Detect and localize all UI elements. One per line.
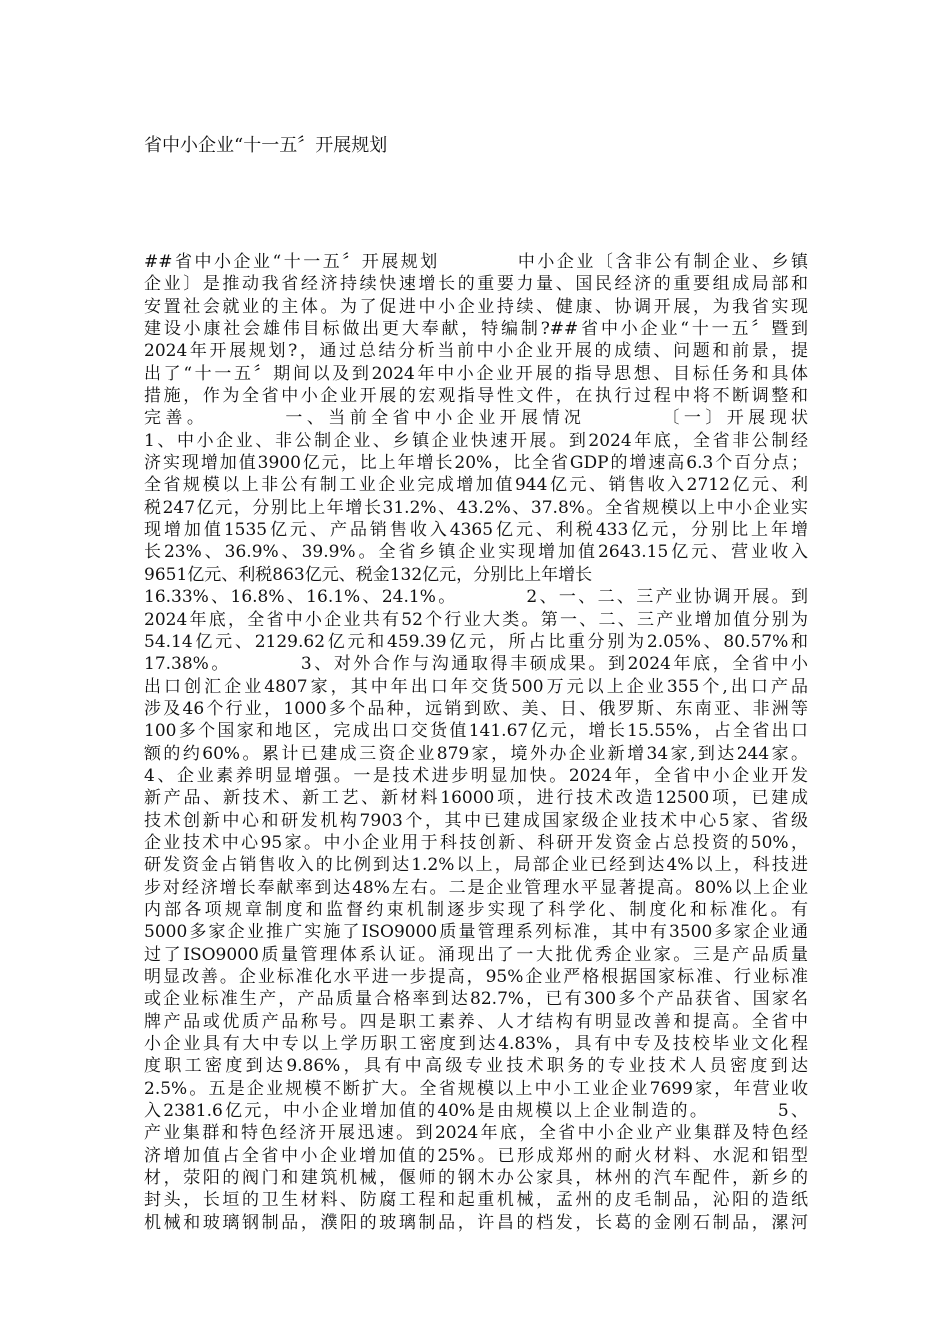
body-line: 企业〕是推动我省经济持续快速增长的重要力量、国民经济的重要组成局部和 — [144, 274, 808, 295]
body-line: 济实现增加值3900亿元，比上年增长20%，比全省GDP的增速高6.3个百分点； — [144, 453, 808, 474]
body-line: 9651亿元、利税863亿元、税金132亿元，分别比上年增长 — [144, 564, 593, 585]
body-line: 涉及46个行业，1000多个品种，远销到欧、美、日、俄罗斯、东南亚、非洲等 — [144, 698, 808, 719]
body-line: 产业集群和特色经济开展迅速。到2024年底，全省中小企业产业集群及特色经 — [144, 1123, 808, 1144]
body-line: 企业技术中心95家。中小企业用于科技创新、科研开发资金占总投资的50%， — [144, 832, 808, 853]
body-line: 安置社会就业的主体。为了促进中小企业持续、健康、协调开展，为我省实现 — [144, 296, 808, 317]
body-line: 牌产品或优质产品称号。四是职工素养、人才结构有明显改善和提高。全省中 — [144, 1011, 808, 1032]
body-line: 4、企业素养明显增强。一是技术进步明显加快。2024年，全省中小企业开发 — [144, 765, 808, 786]
body-line: 入2381.6亿元，中小企业增加值的40%是由规模以上企业制造的。 5、 — [144, 1101, 808, 1122]
body-line: 内部各项规章制度和监督约束机制逐步实现了科学化、制度化和标准化。有 — [144, 899, 808, 920]
body-line: 17.38%。 3、对外合作与沟通取得丰硕成果。到2024年底，全省中小 — [144, 654, 808, 675]
body-line: 100多个国家和地区，完成出口交货值141.67亿元，增长15.55%，占全省出口 — [144, 721, 808, 742]
body-line: 材，荥阳的阀门和建筑机械，偃师的钢木办公家具，林州的汽车配件，新乡的 — [144, 1168, 808, 1189]
body-line: 16.33%、16.8%、16.1%、24.1%。 2、一、二、三产业协调开展。到 — [144, 587, 808, 608]
body-line: 54.14亿元、2129.62亿元和459.39亿元，所占比重分别为2.05%、80.57%和 — [144, 631, 808, 652]
body-line: 5000多家企业推广实施了ISO9000质量管理系列标准，其中有3500多家企业通 — [144, 922, 808, 943]
body-line: 现增加值1535亿元、产品销售收入4365亿元、利税433亿元，分别比上年增 — [144, 520, 808, 541]
body-line: 研发资金占销售收入的比例到达1.2%以上，局部企业已经到达4%以上，科技进 — [144, 855, 808, 876]
body-line: 机械和玻璃钢制品，濮阳的玻璃制品，许昌的档发，长葛的金刚石制品，漯河 — [144, 1212, 808, 1233]
body-line: 措施，作为全省中小企业开展的宏观指导性文件，在执行过程中将不断调整和 — [144, 386, 808, 407]
body-line: 长23%、36.9%、39.9%。全省乡镇企业实现增加值2643.15亿元、营业收入 — [144, 542, 808, 563]
body-line: 出了“十一五〞期间以及到2024年中小企业开展的指导思想、目标任务和具体 — [144, 363, 808, 384]
body-line: 封头，长垣的卫生材料、防腐工程和起重机械，孟州的皮毛制品，沁阳的造纸 — [144, 1190, 808, 1211]
body-line: 新产品、新技术、新工艺、新材料16000项，进行技术改造12500项，已建成 — [144, 788, 808, 809]
body-line: 步对经济增长奉献率到达48%左右。二是企业管理水平显著提高。80%以上企业 — [144, 877, 808, 898]
body-line: 过了ISO9000质量管理体系认证。涌现出了一大批优秀企业家。三是产品质量 — [144, 944, 808, 965]
body-line: 明显改善。企业标准化水平进一步提高，95%企业严格根据国家标准、行业标准 — [144, 967, 808, 987]
body-line: 济增加值占全省中小企业增加值的25%。已形成郑州的耐火材料、水泥和铝型 — [144, 1145, 808, 1166]
body-line: 2024年底，全省中小企业共有52个行业大类。第一、二、三产业增加值分别为 — [144, 609, 808, 630]
body-line: ##省中小企业“十一五〞开展规划 中小企业〔含非公有制企业、乡镇 — [144, 252, 808, 272]
document-title: 省中小企业“十一五〞开展规划 — [144, 135, 388, 156]
body-line: 度职工密度到达9.86%，具有中高级专业技术职务的专业技术人员密度到达 — [144, 1056, 808, 1077]
body-line: 税247亿元，分别比上年增长31.2%、43.2%、37.8%。全省规模以上中小企业实 — [144, 497, 808, 518]
document-body — [144, 251, 808, 1234]
body-line: 建设小康社会雄伟目标做出更大奉献，特编制?##省中小企业“十一五〞暨到 — [144, 319, 808, 340]
body-line: 额的约60%。累计已建成三资企业879家，境外办企业新增34家,到达244家。 — [144, 743, 808, 764]
body-line: 2.5%。五是企业规模不断扩大。全省规模以上中小工业企业7699家，年营业收 — [144, 1078, 808, 1099]
body-line: 1、中小企业、非公制企业、乡镇企业快速开展。到2024年底，全省非公制经 — [144, 430, 808, 451]
body-line: 或企业标准生产，产品质量合格率到达82.7%，已有300多个产品获省、国家名 — [144, 989, 808, 1010]
body-line: 技术创新中心和研发机构7903个，其中已建成国家级企业技术中心5家、省级 — [144, 810, 808, 831]
body-line: 出口创汇企业4807家，其中年出口年交货500万元以上企业355个,出口产品 — [144, 676, 808, 697]
body-line: 全省规模以上非公有制工业企业完成增加值944亿元、销售收入2712亿元、利 — [144, 475, 808, 496]
body-line: 2024年开展规划?，通过总结分析当前中小企业开展的成绩、问题和前景，提 — [144, 341, 808, 362]
body-line: 小企业具有大中专以上学历职工密度到达4.83%，具有中专及技校毕业文化程 — [144, 1034, 808, 1055]
body-line: 完善。 一、当前全省中小企业开展情况 〔一〕开展现状 — [144, 408, 808, 429]
